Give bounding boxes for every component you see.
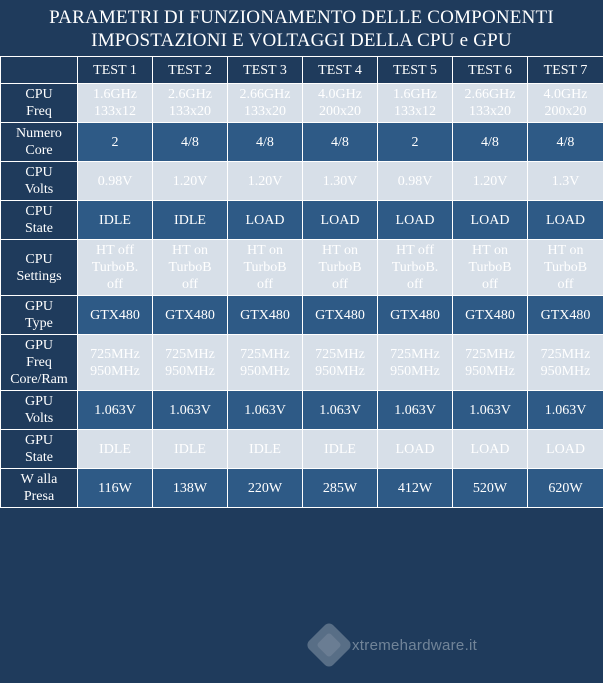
cell-line: 133x20 <box>169 104 211 119</box>
table-body <box>1 84 603 508</box>
cell-line: 1.063V <box>544 402 587 418</box>
table-cell <box>303 469 378 508</box>
table-cell <box>378 162 453 201</box>
table-cell <box>228 240 303 296</box>
table-cell <box>453 162 528 201</box>
row-header <box>1 391 78 430</box>
table-cell <box>153 162 228 201</box>
column-header-test-7: TEST 7 <box>528 57 603 84</box>
cell-line: 0.98V <box>397 173 433 189</box>
row-header <box>1 430 78 469</box>
table-row <box>1 162 603 201</box>
cell-line: 138W <box>172 480 208 496</box>
row-header <box>1 469 78 508</box>
table-cell <box>153 335 228 391</box>
cell-line: 2.66GHz <box>239 87 291 102</box>
table-cell <box>228 391 303 430</box>
cell-line: 725MHz <box>540 346 591 362</box>
cell-line: 1.6GHz <box>93 87 137 102</box>
row-header-line: CPU <box>25 87 53 102</box>
column-header-test-3: TEST 3 <box>228 57 303 84</box>
table-cell <box>228 335 303 391</box>
table-cell <box>453 84 528 123</box>
table-cell <box>378 84 453 123</box>
cell-line: HT on <box>322 243 358 258</box>
row-header-line: GPU <box>24 338 53 353</box>
cell-line: LOAD <box>395 441 435 457</box>
table-cell <box>228 123 303 162</box>
diamond-logo-icon <box>305 621 353 669</box>
cell-line: 950MHz <box>315 363 365 379</box>
table-row <box>1 335 603 391</box>
cell-line: LOAD <box>320 212 360 228</box>
cell-line: LOAD <box>470 212 510 228</box>
table-cell <box>303 123 378 162</box>
row-header <box>1 240 78 296</box>
row-header-line: Presa <box>23 489 55 504</box>
cell-line: 725MHz <box>165 346 215 362</box>
cell-line: 1.063V <box>319 402 361 418</box>
cell-line: off <box>256 277 274 292</box>
table-cell <box>453 335 528 391</box>
cell-line: TurboB <box>318 260 362 275</box>
table-cell <box>153 123 228 162</box>
table-row <box>1 84 603 123</box>
table-row <box>1 430 603 469</box>
table-cell <box>378 296 453 335</box>
table-cell <box>528 201 603 240</box>
cell-line: 4.0GHz <box>543 87 588 102</box>
table-row <box>1 391 603 430</box>
row-header-line: Core <box>25 143 53 158</box>
watermark-text: xtremehardware.it <box>352 636 478 654</box>
row-header-line: CPU <box>25 165 53 180</box>
table-cell <box>528 240 603 296</box>
cell-line: LOAD <box>395 212 435 228</box>
row-header <box>1 335 78 391</box>
cell-line: 116W <box>98 480 132 496</box>
cell-line: 1.30V <box>322 173 358 189</box>
table-cell <box>78 391 153 430</box>
column-header-test-1: TEST 1 <box>78 57 153 84</box>
table-cell <box>228 296 303 335</box>
cell-line: 200x20 <box>544 104 587 119</box>
table-cell <box>528 162 603 201</box>
table-cell <box>528 335 603 391</box>
cell-line: GTX480 <box>390 307 440 323</box>
row-header <box>1 296 78 335</box>
cell-line: 725MHz <box>240 346 290 362</box>
table-cell <box>453 123 528 162</box>
cell-line: 950MHz <box>165 363 215 379</box>
table-cell <box>303 391 378 430</box>
table-cell <box>153 469 228 508</box>
cell-line: off <box>406 277 424 292</box>
row-header-line: Volts <box>24 182 54 197</box>
table-cell <box>453 391 528 430</box>
table-cell <box>453 201 528 240</box>
row-header-line: Volts <box>24 411 54 426</box>
table-cell <box>378 391 453 430</box>
table-cell <box>153 84 228 123</box>
cell-line: 4/8 <box>181 134 199 150</box>
row-header-line: Core/Ram <box>10 372 68 387</box>
row-header-line: GPU <box>24 394 53 409</box>
cell-line: off <box>481 277 499 292</box>
cell-line: HT on <box>172 243 208 258</box>
cell-line: TurboB <box>168 260 212 275</box>
table-cell <box>528 391 603 430</box>
cell-line: GTX480 <box>540 307 591 323</box>
table-cell <box>78 469 153 508</box>
table-cell <box>378 335 453 391</box>
table-cell <box>453 240 528 296</box>
cell-line: 1.063V <box>394 402 436 418</box>
table-row <box>1 469 603 508</box>
cell-line: 950MHz <box>465 363 515 379</box>
cell-line: LOAD <box>245 212 285 228</box>
row-header-line: GPU <box>24 433 53 448</box>
cell-line: 2 <box>111 134 119 150</box>
row-header <box>1 162 78 201</box>
table-cell <box>78 123 153 162</box>
cell-line: 725MHz <box>315 346 365 362</box>
cell-line: 2.66GHz <box>464 87 516 102</box>
cell-line: HT on <box>247 243 283 258</box>
table-cell <box>78 335 153 391</box>
cell-line: LOAD <box>546 441 585 457</box>
table-row <box>1 296 603 335</box>
row-header-line: Numero <box>16 126 62 141</box>
cell-line: LOAD <box>546 212 585 228</box>
cell-line: GTX480 <box>465 307 515 323</box>
cell-line: off <box>106 277 124 292</box>
cell-line: TurboB <box>243 260 287 275</box>
cell-line: IDLE <box>99 441 131 457</box>
page-title <box>0 0 603 56</box>
cell-line: GTX480 <box>90 307 140 323</box>
cell-line: TurboB. <box>391 260 439 275</box>
cell-line: 1.20V <box>472 173 508 189</box>
table-cell <box>378 430 453 469</box>
table-cell <box>528 84 603 123</box>
table-cell <box>228 84 303 123</box>
cell-line: HT on <box>547 243 584 258</box>
cell-line: 1.20V <box>172 173 208 189</box>
cell-line: 2.6GHz <box>168 87 212 102</box>
cell-line: 133x12 <box>394 104 436 119</box>
table-cell <box>303 162 378 201</box>
table-cell <box>153 430 228 469</box>
cell-line: 1.063V <box>244 402 286 418</box>
cell-line: TurboB <box>468 260 512 275</box>
cell-line: 4/8 <box>256 134 274 150</box>
cell-line: HT off <box>96 243 134 258</box>
table-cell <box>78 201 153 240</box>
table-cell <box>378 123 453 162</box>
table-cell <box>228 430 303 469</box>
table-cell <box>78 430 153 469</box>
table-cell <box>303 296 378 335</box>
row-header-line: W alla <box>20 472 58 487</box>
table-cell <box>303 84 378 123</box>
row-header-line: State <box>25 221 53 236</box>
cell-line: 725MHz <box>390 346 440 362</box>
row-header <box>1 84 78 123</box>
cell-line: 412W <box>397 480 433 496</box>
table-cell <box>153 296 228 335</box>
cell-line: off <box>331 277 349 292</box>
table-cell <box>378 469 453 508</box>
cell-line: 2 <box>411 134 419 150</box>
cell-line: 950MHz <box>390 363 440 379</box>
row-header-line: Freq <box>26 104 52 119</box>
table-cell <box>528 469 603 508</box>
table-cell <box>228 201 303 240</box>
cell-line: HT on <box>472 243 508 258</box>
table-cell <box>303 335 378 391</box>
cell-line: TurboB. <box>91 260 139 275</box>
cell-line: 1.063V <box>169 402 211 418</box>
row-header <box>1 201 78 240</box>
cell-line: IDLE <box>324 441 356 457</box>
row-header-line: CPU <box>25 251 53 267</box>
table-cell <box>453 430 528 469</box>
table-cell <box>228 162 303 201</box>
cell-line: GTX480 <box>165 307 215 323</box>
title-line-2: IMPOSTAZIONI E VOLTAGGI DELLA CPU e GPU <box>91 30 512 51</box>
table-cell <box>78 240 153 296</box>
cell-line: 133x12 <box>94 104 136 119</box>
cell-line: 1.063V <box>94 402 136 418</box>
cell-line: 200x20 <box>319 104 361 119</box>
table-cell <box>78 162 153 201</box>
cell-line: 285W <box>322 480 358 496</box>
table-cell <box>303 240 378 296</box>
table-cell <box>453 296 528 335</box>
parameters-table <box>0 56 603 508</box>
cell-line: HT off <box>396 243 434 258</box>
column-header-test-5: TEST 5 <box>378 57 453 84</box>
cell-line: IDLE <box>174 441 206 457</box>
cell-line: 220W <box>247 480 283 496</box>
column-header-test-2: TEST 2 <box>153 57 228 84</box>
cell-line: 4/8 <box>331 134 349 150</box>
cell-line: TurboB <box>543 260 588 275</box>
row-header-line: Type <box>25 316 53 331</box>
row-header-line: Settings <box>16 268 62 284</box>
table-row <box>1 240 603 296</box>
cell-line: 620W <box>548 480 583 496</box>
table-cell <box>378 201 453 240</box>
cell-line: off <box>557 277 574 292</box>
cell-line: GTX480 <box>240 307 290 323</box>
cell-line: 520W <box>472 480 508 496</box>
table-cell <box>153 391 228 430</box>
cell-line: 4.0GHz <box>318 87 362 102</box>
cell-line: off <box>181 277 199 292</box>
cell-line: LOAD <box>470 441 510 457</box>
cell-line: IDLE <box>174 212 206 228</box>
cell-line: 4/8 <box>556 134 575 150</box>
cell-line: 725MHz <box>465 346 515 362</box>
table-cell <box>153 240 228 296</box>
cell-line: 1.063V <box>469 402 511 418</box>
cell-line: IDLE <box>249 441 281 457</box>
table-cell <box>378 240 453 296</box>
title-line-1: PARAMETRI DI FUNZIONAMENTO DELLE COMPONENTI <box>49 7 554 28</box>
cell-line: IDLE <box>99 212 131 228</box>
table-cell <box>153 201 228 240</box>
table-cell <box>78 296 153 335</box>
row-header <box>1 123 78 162</box>
cell-line: 1.3V <box>551 173 580 189</box>
row-header-line: State <box>25 450 53 465</box>
watermark <box>312 628 477 662</box>
cell-line: 133x20 <box>244 104 286 119</box>
table-cell <box>303 201 378 240</box>
table-cell <box>528 430 603 469</box>
cell-line: 725MHz <box>90 346 140 362</box>
table-cell <box>453 469 528 508</box>
cell-line: 950MHz <box>540 363 591 379</box>
cell-line: 133x20 <box>469 104 511 119</box>
cell-line: 4/8 <box>481 134 499 150</box>
row-header-line: CPU <box>25 204 53 219</box>
row-header-line: GPU <box>24 299 53 314</box>
row-header-line: Freq <box>26 355 52 370</box>
table-cell <box>528 123 603 162</box>
cell-line: GTX480 <box>315 307 365 323</box>
cell-line: 1.6GHz <box>393 87 437 102</box>
cell-line: 0.98V <box>97 173 133 189</box>
cell-line: 1.20V <box>247 173 283 189</box>
column-header-test-6: TEST 6 <box>453 57 528 84</box>
table-corner-cell <box>1 57 78 84</box>
column-header-test-4: TEST 4 <box>303 57 378 84</box>
table-header-row <box>1 57 603 84</box>
table-row <box>1 123 603 162</box>
cell-line: 950MHz <box>90 363 140 379</box>
table-row <box>1 201 603 240</box>
table-cell <box>228 469 303 508</box>
table-cell <box>78 84 153 123</box>
table-cell <box>528 296 603 335</box>
cell-line: 950MHz <box>240 363 290 379</box>
table-cell <box>303 430 378 469</box>
